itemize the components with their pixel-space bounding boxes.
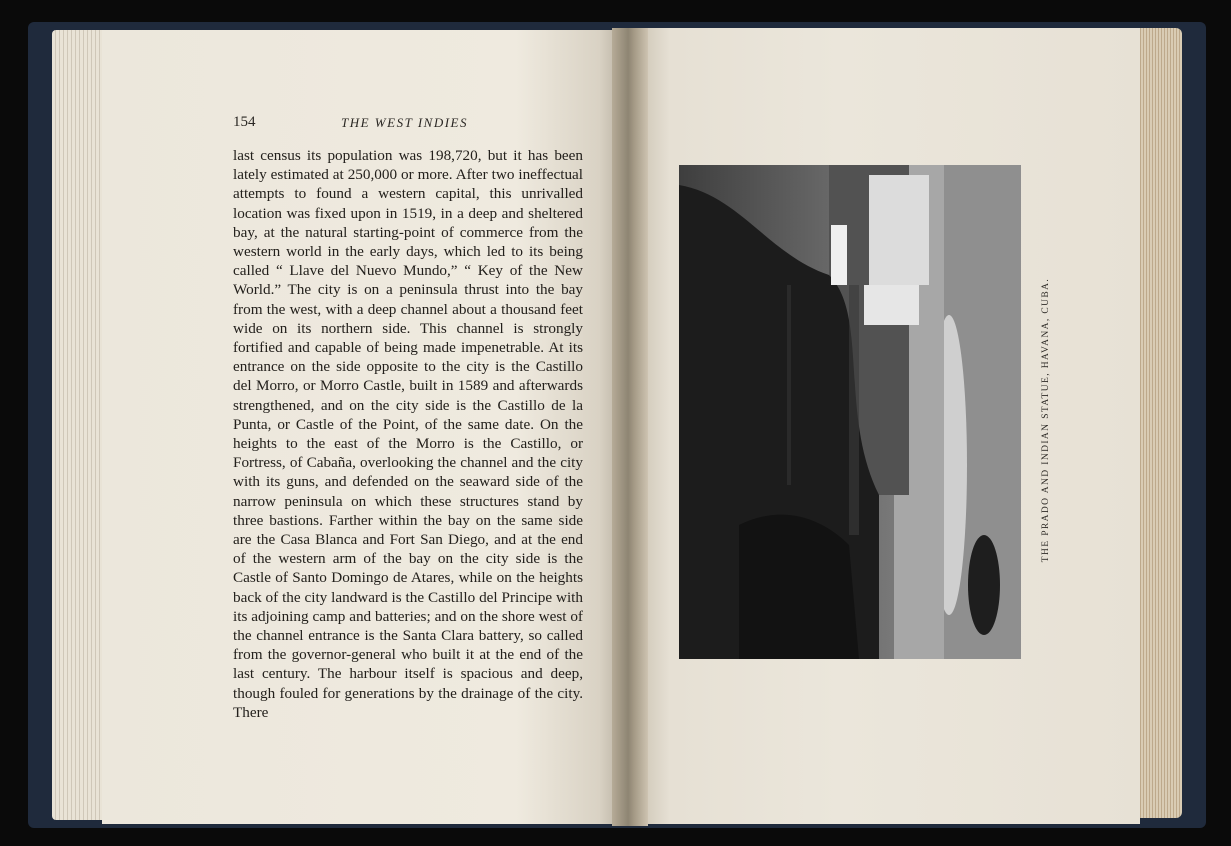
page-number: 154 [233,114,256,130]
photo-caption: THE PRADO AND INDIAN STATUE, HAVANA, CUBA. [1041,277,1051,563]
page-header [233,114,583,136]
book-gutter [612,28,648,826]
body-paragraph: last census its population was 198,720, but it has been lately estimated at 250,000 or more. After two ineffectual attempts to found a western capital, this unrivalled location was fixed upon in 1519, in a deep and sheltered bay, at the natural starting-point of commerce from the western world in the early days, which led to its being called “ Llave del Nuevo Mundo,” “ Key of the New World.” The city is on a peninsula thrust into the bay from the west, with a deep channel about a thousand feet wide on its northern side. This channel is strongly fortified and capable of being made impenetrable. At its entrance on the side opposite to the city is the Castillo del Morro, or Morro Castle, built in 1589 and afterwards strengthened, and on the city side is the Castillo de la Punta, or Castle of the Point, of the same date. On the heights to the east of the Morro is the Castillo, or Fortress, of Cabaña, overlooking the channel and the city with its guns, and defended on the seaward side of the narrow peninsula on which these structures stand by three bastions. Farther within the bay on the same side are the Casa Blanca and Fort San Diego, and at the end of the western arm of the bay on the city side is the Castle of Santo Domingo de Atares, while on the heights back of the city landward is the Castillo del Principe with its adjoining camp and batteries; and on the shore west of the channel entrance is the Santa Clara battery, so called from the governor-general who built it at the end of the last century. The harbour itself is spacious and deep, though fouled for generations by the drainage of the city. There [233,147,583,721]
running-title: THE WEST INDIES [341,115,468,130]
halftone-photograph [679,165,1021,659]
